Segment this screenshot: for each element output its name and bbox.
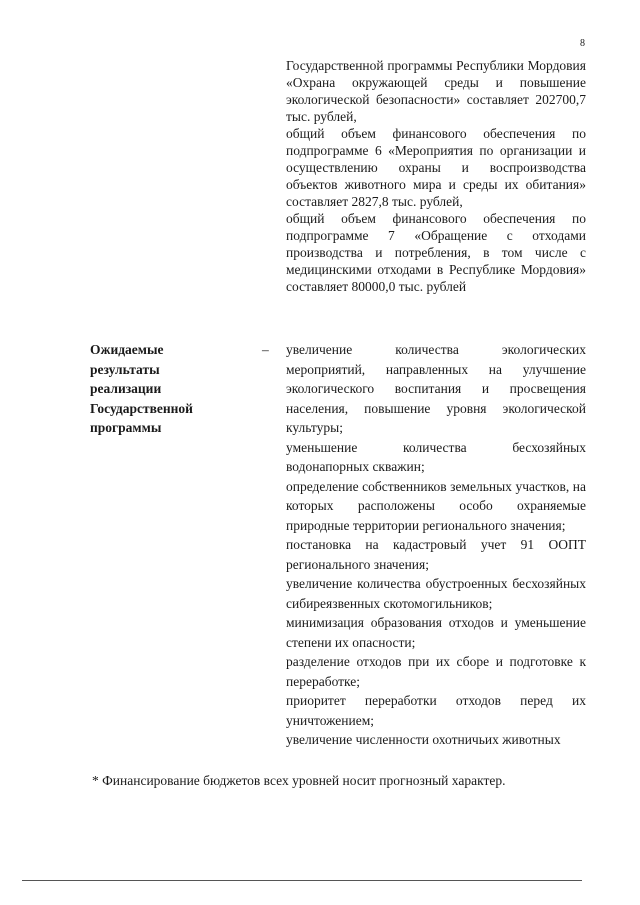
funding-paragraph-subprogram-6: общий объем финансового обеспечения по подпрограмме 6 «Мероприятия по организации и осуществлению охраны и воспроизводства объектов животного мира и среды их обитания» составляет 2827,8 тыс. рублей, <box>286 126 586 209</box>
label-line: Государственной <box>90 400 193 416</box>
result-item: разделение отходов при их сборе и подготовке к переработке; <box>286 654 586 689</box>
expected-results-list <box>286 340 586 750</box>
label-line: программы <box>90 420 162 435</box>
result-item: минимизация образования отходов и уменьшение степени их опасности; <box>286 615 586 650</box>
result-item: увеличение количества обустроенных бесхозяйных сибиреязвенных скотомогильников; <box>286 576 586 611</box>
funding-description <box>286 57 586 295</box>
result-item: увеличение численности охотничьих животных <box>286 732 561 747</box>
result-item: определение собственников земельных участков, на которых расположены особо охраняемые природные территории регионального значения; <box>286 478 586 533</box>
label-line: реализации <box>90 381 162 396</box>
funding-paragraph-total: Государственной программы Республики Мордовия «Охрана окружающей среды и повышение экологической безопасности» составляет 202700,7 тыс. рублей, <box>286 58 586 124</box>
expected-results-label <box>90 340 250 438</box>
result-item: приоритет переработки отходов перед их уничтожением; <box>286 693 586 728</box>
result-item: увеличение количества экологических мероприятий, направленных на улучшение экологического воспитания и просвещения населения, повышение уровня экологической культуры; <box>286 342 586 435</box>
financing-footnote: * Финансирование бюджетов всех уровней носит прогнозный характер. <box>92 773 506 788</box>
result-item: постановка на кадастровый учет 91 ООПТ регионального значения; <box>286 537 586 572</box>
label-line: результаты <box>90 361 160 377</box>
label-line: Ожидаемые <box>90 342 164 357</box>
page-number: 8 <box>580 38 585 49</box>
result-item: уменьшение количества бесхозяйных водонапорных скважин; <box>286 439 586 474</box>
bottom-divider <box>22 880 582 881</box>
funding-paragraph-subprogram-7: общий объем финансового обеспечения по подпрограмме 7 «Обращение с отходами производства и потребления, в том числе с медицинскими отходами в Республике Мордовия» составляет 80000,0 тыс. рублей <box>286 211 586 294</box>
label-dash: – <box>262 342 269 357</box>
